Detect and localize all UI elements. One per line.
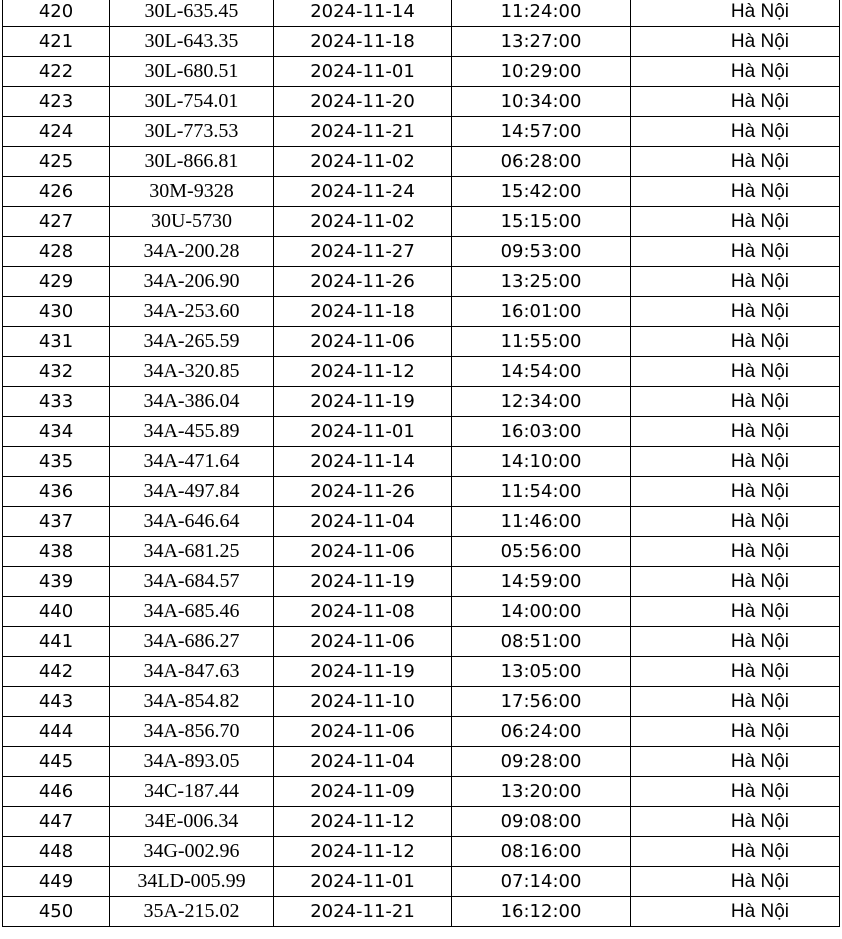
date-cell: 2024-11-12 bbox=[274, 837, 452, 867]
time-cell: 08:51:00 bbox=[452, 627, 631, 657]
table-row bbox=[3, 747, 840, 777]
location-cell: Hà Nội bbox=[631, 567, 840, 597]
time-cell: 14:57:00 bbox=[452, 117, 631, 147]
table-row bbox=[3, 837, 840, 867]
table-row bbox=[3, 777, 840, 807]
table-row bbox=[3, 177, 840, 207]
license-plate-cell: 34G-002.96 bbox=[110, 837, 274, 867]
time-cell: 11:55:00 bbox=[452, 327, 631, 357]
row-number-cell: 441 bbox=[3, 627, 110, 657]
date-cell: 2024-11-02 bbox=[274, 207, 452, 237]
row-number-cell: 425 bbox=[3, 147, 110, 177]
location-cell: Hà Nội bbox=[631, 117, 840, 147]
location-cell: Hà Nội bbox=[631, 897, 840, 927]
location-cell: Hà Nội bbox=[631, 177, 840, 207]
license-plate-cell: 34A-854.82 bbox=[110, 687, 274, 717]
row-number-cell: 447 bbox=[3, 807, 110, 837]
row-number-cell: 434 bbox=[3, 417, 110, 447]
date-cell: 2024-11-18 bbox=[274, 297, 452, 327]
time-cell: 14:59:00 bbox=[452, 567, 631, 597]
license-plate-cell: 30L-754.01 bbox=[110, 87, 274, 117]
date-cell: 2024-11-21 bbox=[274, 117, 452, 147]
location-cell: Hà Nội bbox=[631, 87, 840, 117]
time-cell: 10:29:00 bbox=[452, 57, 631, 87]
table-row bbox=[3, 447, 840, 477]
row-number-cell: 420 bbox=[3, 0, 110, 27]
date-cell: 2024-11-12 bbox=[274, 357, 452, 387]
time-cell: 16:01:00 bbox=[452, 297, 631, 327]
date-cell: 2024-11-06 bbox=[274, 717, 452, 747]
time-cell: 09:28:00 bbox=[452, 747, 631, 777]
location-cell: Hà Nội bbox=[631, 0, 840, 27]
table-row bbox=[3, 417, 840, 447]
table-row bbox=[3, 207, 840, 237]
table-row bbox=[3, 117, 840, 147]
row-number-cell: 432 bbox=[3, 357, 110, 387]
time-cell: 08:16:00 bbox=[452, 837, 631, 867]
license-plate-cell: 34C-187.44 bbox=[110, 777, 274, 807]
row-number-cell: 444 bbox=[3, 717, 110, 747]
location-cell: Hà Nội bbox=[631, 57, 840, 87]
row-number-cell: 426 bbox=[3, 177, 110, 207]
row-number-cell: 449 bbox=[3, 867, 110, 897]
row-number-cell: 438 bbox=[3, 537, 110, 567]
location-cell: Hà Nội bbox=[631, 27, 840, 57]
table-row bbox=[3, 57, 840, 87]
violation-table bbox=[2, 0, 840, 927]
license-plate-cell: 34E-006.34 bbox=[110, 807, 274, 837]
time-cell: 05:56:00 bbox=[452, 537, 631, 567]
location-cell: Hà Nội bbox=[631, 747, 840, 777]
time-cell: 13:20:00 bbox=[452, 777, 631, 807]
license-plate-cell: 34A-646.64 bbox=[110, 507, 274, 537]
row-number-cell: 427 bbox=[3, 207, 110, 237]
location-cell: Hà Nội bbox=[631, 417, 840, 447]
license-plate-cell: 34A-856.70 bbox=[110, 717, 274, 747]
license-plate-cell: 34A-320.85 bbox=[110, 357, 274, 387]
time-cell: 09:08:00 bbox=[452, 807, 631, 837]
table-body bbox=[3, 0, 840, 927]
table-row bbox=[3, 657, 840, 687]
date-cell: 2024-11-04 bbox=[274, 747, 452, 777]
license-plate-cell: 30U-5730 bbox=[110, 207, 274, 237]
row-number-cell: 440 bbox=[3, 597, 110, 627]
row-number-cell: 429 bbox=[3, 267, 110, 297]
license-plate-cell: 35A-215.02 bbox=[110, 897, 274, 927]
table-row bbox=[3, 507, 840, 537]
location-cell: Hà Nội bbox=[631, 327, 840, 357]
table-row bbox=[3, 387, 840, 417]
license-plate-cell: 30L-643.35 bbox=[110, 27, 274, 57]
row-number-cell: 435 bbox=[3, 447, 110, 477]
license-plate-cell: 34A-497.84 bbox=[110, 477, 274, 507]
table-row bbox=[3, 567, 840, 597]
table-row bbox=[3, 897, 840, 927]
time-cell: 12:34:00 bbox=[452, 387, 631, 417]
date-cell: 2024-11-19 bbox=[274, 387, 452, 417]
date-cell: 2024-11-20 bbox=[274, 87, 452, 117]
license-plate-cell: 34A-686.27 bbox=[110, 627, 274, 657]
table-row bbox=[3, 87, 840, 117]
time-cell: 11:46:00 bbox=[452, 507, 631, 537]
date-cell: 2024-11-02 bbox=[274, 147, 452, 177]
license-plate-cell: 30L-635.45 bbox=[110, 0, 274, 27]
row-number-cell: 423 bbox=[3, 87, 110, 117]
table-row bbox=[3, 867, 840, 897]
date-cell: 2024-11-27 bbox=[274, 237, 452, 267]
time-cell: 13:27:00 bbox=[452, 27, 631, 57]
date-cell: 2024-11-14 bbox=[274, 0, 452, 27]
location-cell: Hà Nội bbox=[631, 537, 840, 567]
row-number-cell: 424 bbox=[3, 117, 110, 147]
table-row bbox=[3, 597, 840, 627]
time-cell: 06:28:00 bbox=[452, 147, 631, 177]
time-cell: 07:14:00 bbox=[452, 867, 631, 897]
time-cell: 10:34:00 bbox=[452, 87, 631, 117]
table-row bbox=[3, 27, 840, 57]
location-cell: Hà Nội bbox=[631, 597, 840, 627]
date-cell: 2024-11-01 bbox=[274, 867, 452, 897]
license-plate-cell: 34A-455.89 bbox=[110, 417, 274, 447]
location-cell: Hà Nội bbox=[631, 357, 840, 387]
location-cell: Hà Nội bbox=[631, 777, 840, 807]
table-row bbox=[3, 807, 840, 837]
date-cell: 2024-11-19 bbox=[274, 657, 452, 687]
license-plate-cell: 30M-9328 bbox=[110, 177, 274, 207]
location-cell: Hà Nội bbox=[631, 297, 840, 327]
location-cell: Hà Nội bbox=[631, 687, 840, 717]
table-row bbox=[3, 627, 840, 657]
row-number-cell: 428 bbox=[3, 237, 110, 267]
location-cell: Hà Nội bbox=[631, 447, 840, 477]
license-plate-cell: 34A-681.25 bbox=[110, 537, 274, 567]
time-cell: 09:53:00 bbox=[452, 237, 631, 267]
table-row bbox=[3, 717, 840, 747]
row-number-cell: 437 bbox=[3, 507, 110, 537]
location-cell: Hà Nội bbox=[631, 627, 840, 657]
license-plate-cell: 34A-471.64 bbox=[110, 447, 274, 477]
location-cell: Hà Nội bbox=[631, 207, 840, 237]
row-number-cell: 422 bbox=[3, 57, 110, 87]
license-plate-cell: 34A-685.46 bbox=[110, 597, 274, 627]
row-number-cell: 450 bbox=[3, 897, 110, 927]
time-cell: 06:24:00 bbox=[452, 717, 631, 747]
date-cell: 2024-11-26 bbox=[274, 267, 452, 297]
table-row bbox=[3, 147, 840, 177]
location-cell: Hà Nội bbox=[631, 267, 840, 297]
time-cell: 17:56:00 bbox=[452, 687, 631, 717]
date-cell: 2024-11-12 bbox=[274, 807, 452, 837]
location-cell: Hà Nội bbox=[631, 807, 840, 837]
date-cell: 2024-11-24 bbox=[274, 177, 452, 207]
table-row bbox=[3, 237, 840, 267]
location-cell: Hà Nội bbox=[631, 717, 840, 747]
date-cell: 2024-11-01 bbox=[274, 417, 452, 447]
location-cell: Hà Nội bbox=[631, 837, 840, 867]
time-cell: 16:03:00 bbox=[452, 417, 631, 447]
time-cell: 11:54:00 bbox=[452, 477, 631, 507]
table-row bbox=[3, 327, 840, 357]
time-cell: 14:10:00 bbox=[452, 447, 631, 477]
date-cell: 2024-11-21 bbox=[274, 897, 452, 927]
date-cell: 2024-11-14 bbox=[274, 447, 452, 477]
table-row bbox=[3, 687, 840, 717]
row-number-cell: 448 bbox=[3, 837, 110, 867]
license-plate-cell: 34A-200.28 bbox=[110, 237, 274, 267]
time-cell: 16:12:00 bbox=[452, 897, 631, 927]
row-number-cell: 436 bbox=[3, 477, 110, 507]
license-plate-cell: 34A-386.04 bbox=[110, 387, 274, 417]
date-cell: 2024-11-19 bbox=[274, 567, 452, 597]
license-plate-cell: 30L-866.81 bbox=[110, 147, 274, 177]
license-plate-cell: 34A-253.60 bbox=[110, 297, 274, 327]
location-cell: Hà Nội bbox=[631, 657, 840, 687]
row-number-cell: 446 bbox=[3, 777, 110, 807]
time-cell: 15:42:00 bbox=[452, 177, 631, 207]
row-number-cell: 442 bbox=[3, 657, 110, 687]
license-plate-cell: 30L-680.51 bbox=[110, 57, 274, 87]
license-plate-cell: 34A-265.59 bbox=[110, 327, 274, 357]
license-plate-cell: 34A-684.57 bbox=[110, 567, 274, 597]
row-number-cell: 430 bbox=[3, 297, 110, 327]
row-number-cell: 439 bbox=[3, 567, 110, 597]
location-cell: Hà Nội bbox=[631, 477, 840, 507]
date-cell: 2024-11-09 bbox=[274, 777, 452, 807]
time-cell: 11:24:00 bbox=[452, 0, 631, 27]
time-cell: 13:25:00 bbox=[452, 267, 631, 297]
date-cell: 2024-11-01 bbox=[274, 57, 452, 87]
table-row bbox=[3, 477, 840, 507]
location-cell: Hà Nội bbox=[631, 237, 840, 267]
date-cell: 2024-11-06 bbox=[274, 327, 452, 357]
date-cell: 2024-11-26 bbox=[274, 477, 452, 507]
row-number-cell: 445 bbox=[3, 747, 110, 777]
location-cell: Hà Nội bbox=[631, 147, 840, 177]
row-number-cell: 443 bbox=[3, 687, 110, 717]
location-cell: Hà Nội bbox=[631, 387, 840, 417]
time-cell: 14:00:00 bbox=[452, 597, 631, 627]
table-row bbox=[3, 537, 840, 567]
license-plate-cell: 30L-773.53 bbox=[110, 117, 274, 147]
license-plate-cell: 34A-893.05 bbox=[110, 747, 274, 777]
date-cell: 2024-11-10 bbox=[274, 687, 452, 717]
location-cell: Hà Nội bbox=[631, 507, 840, 537]
time-cell: 15:15:00 bbox=[452, 207, 631, 237]
date-cell: 2024-11-18 bbox=[274, 27, 452, 57]
row-number-cell: 431 bbox=[3, 327, 110, 357]
date-cell: 2024-11-08 bbox=[274, 597, 452, 627]
date-cell: 2024-11-06 bbox=[274, 627, 452, 657]
table-row bbox=[3, 357, 840, 387]
table-row bbox=[3, 297, 840, 327]
table-row bbox=[3, 0, 840, 27]
time-cell: 13:05:00 bbox=[452, 657, 631, 687]
date-cell: 2024-11-06 bbox=[274, 537, 452, 567]
license-plate-cell: 34A-847.63 bbox=[110, 657, 274, 687]
date-cell: 2024-11-04 bbox=[274, 507, 452, 537]
license-plate-cell: 34A-206.90 bbox=[110, 267, 274, 297]
location-cell: Hà Nội bbox=[631, 867, 840, 897]
row-number-cell: 421 bbox=[3, 27, 110, 57]
time-cell: 14:54:00 bbox=[452, 357, 631, 387]
table-row bbox=[3, 267, 840, 297]
license-plate-cell: 34LD-005.99 bbox=[110, 867, 274, 897]
row-number-cell: 433 bbox=[3, 387, 110, 417]
